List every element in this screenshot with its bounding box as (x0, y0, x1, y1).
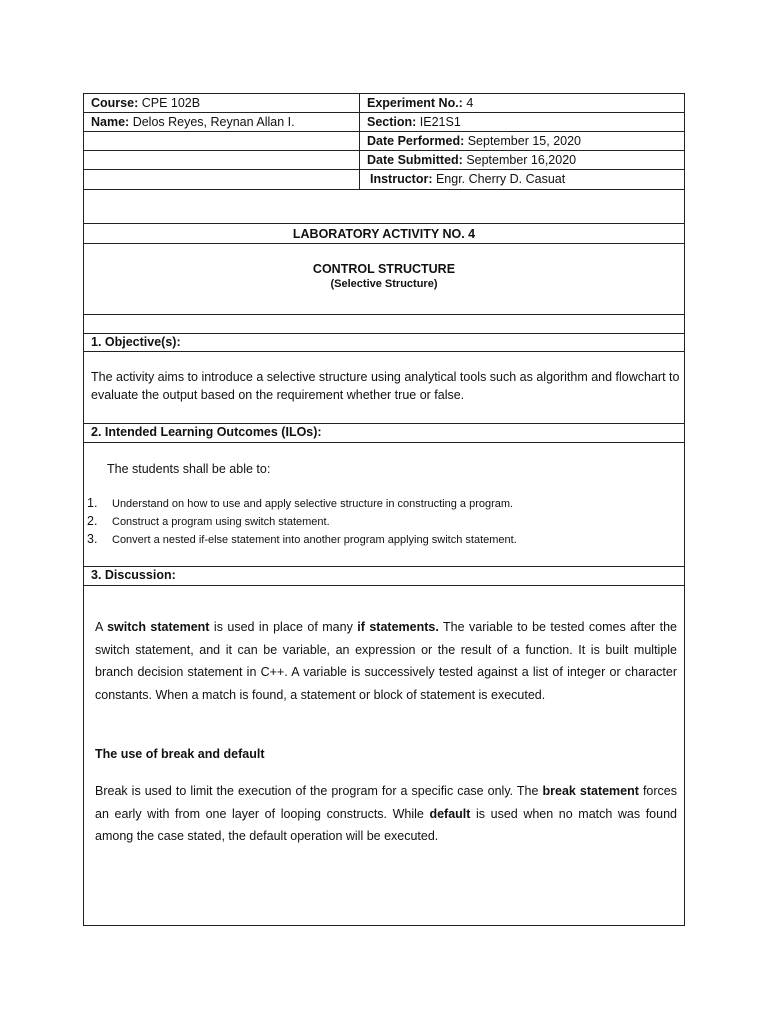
ilo-heading: 2. Intended Learning Outcomes (ILOs): (84, 424, 684, 443)
section-cell: Section: IE21S1 (367, 115, 461, 129)
ilo-intro: The students shall be able to: (107, 462, 271, 476)
topic-subtitle: (Selective Structure) (330, 278, 438, 290)
spacer-row (84, 315, 684, 334)
header-row-2 (84, 113, 684, 132)
blank-cell (84, 170, 360, 189)
objectives-text: The activity aims to introduce a selective structure using analytical tools such as algorithm and flowchart to evaluate the output based on the requirement whether true or false. (91, 370, 680, 402)
topic-block (84, 244, 684, 315)
discussion-subheading: The use of break and default (95, 747, 265, 761)
ilo-item: 2. Construct a program using switch statement. (87, 514, 330, 528)
discussion-paragraph-2: Break is used to limit the execution of the program for a specific case only. The break statement forces an early with from one layer of looping constructs. While default is used when no match was found among the case stated, the default operation will be executed. (95, 784, 678, 843)
discussion-heading: 3. Discussion: (84, 567, 684, 586)
header-row-1 (84, 94, 684, 113)
lab-report-form (83, 93, 685, 926)
discussion-paragraph-1: A switch statement is used in place of many if statements. The variable to be tested comes after the switch statement, and it can be variable, an expression or the result of a function. It is built multiple branch decision statement in C++. A variable is successively tested against a list of integer or character constants. When a match is found, a statement or block of statement is executed. (95, 620, 677, 702)
ilo-item: 1. Understand on how to use and apply selective structure in constructing a program. (87, 496, 514, 510)
ilo-section (84, 443, 684, 567)
blank-cell (84, 151, 360, 169)
blank-cell (84, 132, 360, 150)
instructor-cell: Instructor: Engr. Cherry D. Casuat (370, 172, 566, 186)
course-cell: Course: CPE 102B (84, 94, 360, 112)
discussion-section (84, 586, 684, 926)
date-submitted-cell: Date Submitted: September 16,2020 (367, 153, 577, 167)
topic-title: CONTROL STRUCTURE (312, 262, 456, 276)
experiment-cell: Experiment No.: 4 (367, 96, 474, 110)
date-performed-cell: Date Performed: September 15, 2020 (367, 134, 581, 148)
objectives-heading: 1. Objective(s): (84, 334, 684, 352)
ilo-item: 3. Convert a nested if-else statement into another program applying switch statement. (87, 532, 517, 546)
header-row-5 (84, 170, 684, 190)
activity-title: LABORATORY ACTIVITY NO. 4 (84, 224, 684, 244)
spacer-row (84, 190, 684, 224)
objectives-section (84, 352, 684, 424)
header-row-4 (84, 151, 684, 170)
name-cell: Name: Delos Reyes, Reynan Allan I. (84, 113, 360, 131)
header-row-3 (84, 132, 684, 151)
